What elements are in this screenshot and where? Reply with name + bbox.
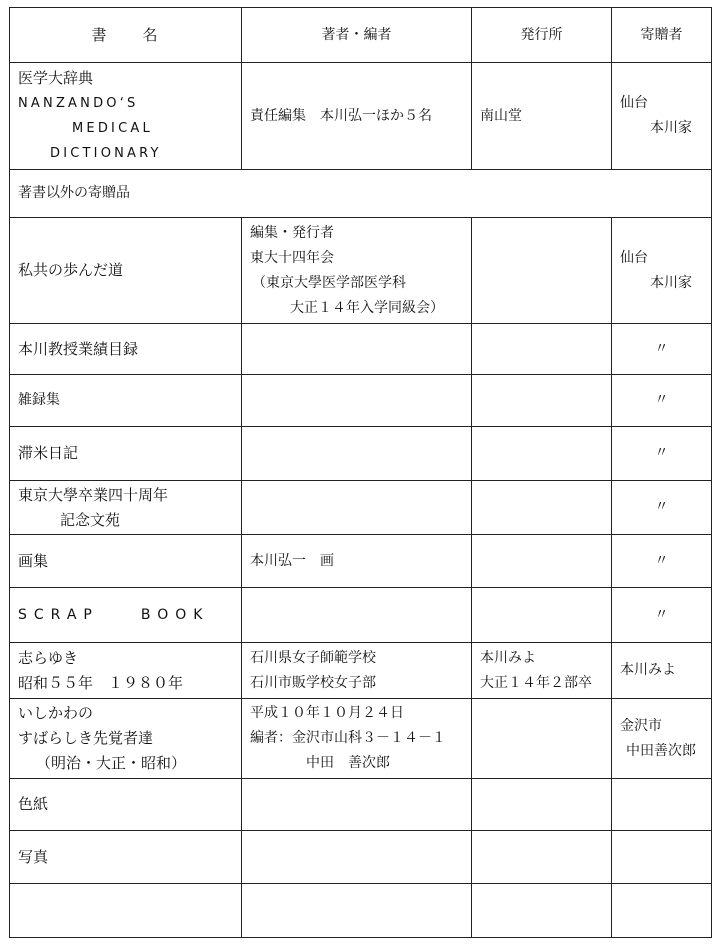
table-row: [10, 324, 712, 375]
author-cell: [242, 643, 472, 699]
publisher-cell: [472, 535, 612, 588]
book-title: 画集: [10, 535, 242, 588]
table-row: [10, 481, 712, 535]
donor-ditto: 〃: [612, 588, 712, 643]
donor-line: 本川家: [650, 274, 692, 291]
table-row: [10, 63, 712, 170]
author-line: 石川県女子師範学校: [250, 649, 376, 666]
publisher-cell: 南山堂: [472, 63, 612, 170]
author-line: 平成１０年１０月２４日: [250, 705, 404, 721]
publisher-line: 本川みよ: [480, 649, 536, 666]
donation-ledger-table: [9, 7, 712, 938]
donor-ditto: 〃: [612, 324, 712, 375]
donor-line: 中田善次郎: [626, 742, 696, 759]
author-cell: [242, 699, 472, 779]
book-title: 雑録集: [10, 375, 242, 427]
book-title: 私共の歩んだ道: [10, 218, 242, 324]
section-row: [10, 170, 712, 218]
publisher-cell: [472, 481, 612, 535]
donor-ditto: 〃: [612, 427, 712, 481]
author-cell: [242, 324, 472, 375]
table-row: [10, 375, 712, 427]
publisher-cell: [472, 884, 612, 938]
author-line: （東京大學医学部医学科: [252, 274, 406, 291]
table-row: [10, 535, 712, 588]
publisher-cell: [472, 643, 612, 699]
publisher-cell: [472, 699, 612, 779]
publisher-cell: [472, 831, 612, 884]
donor-line: 仙台: [620, 95, 648, 111]
title-line: 志らゆき: [18, 648, 79, 667]
author-cell: [242, 884, 472, 938]
author-line: 石川市販学校女子部: [250, 674, 376, 691]
author-cell: 本川弘一 画: [242, 535, 472, 588]
publisher-cell: [472, 324, 612, 375]
donor-cell: [612, 63, 712, 170]
header-publisher: 発行所: [472, 8, 612, 63]
table-row: [10, 699, 712, 779]
table-row: [10, 831, 712, 884]
publisher-cell: [472, 218, 612, 324]
title-line: 東京大學卒業四十周年: [18, 485, 169, 504]
donor-ditto: 〃: [612, 375, 712, 427]
author-line: 中田 善次郎: [306, 755, 390, 771]
header-title: 書 名: [10, 8, 242, 63]
donor-cell: [612, 699, 712, 779]
book-title: SCRAP BOOK: [10, 588, 242, 643]
book-title: [10, 643, 242, 699]
author-cell: [242, 779, 472, 831]
author-cell: [242, 831, 472, 884]
author-line: 大正１４年入学同級会）: [290, 299, 444, 316]
title-line: いしかわの: [18, 704, 94, 722]
publisher-cell: [472, 779, 612, 831]
publisher-cell: [472, 375, 612, 427]
book-title: [10, 481, 242, 535]
author-cell: [242, 427, 472, 481]
header-row: [10, 8, 712, 63]
header-author: 著者・編者: [242, 8, 472, 63]
publisher-line: 大正１４年２部卒: [480, 674, 592, 691]
book-title: [10, 884, 242, 938]
author-cell: [242, 375, 472, 427]
donor-line: 仙台: [620, 249, 648, 266]
title-line: （明治・大正・昭和）: [36, 754, 187, 772]
publisher-cell: [472, 427, 612, 481]
author-cell: [242, 588, 472, 643]
table-row: [10, 884, 712, 938]
book-title: 滞米日記: [10, 427, 242, 481]
author-cell: [242, 218, 472, 324]
table-row: [10, 588, 712, 643]
table-row: [10, 427, 712, 481]
title-line: すばらしき先覚者達: [18, 729, 154, 747]
title-line: NANZANDO‘S: [18, 96, 139, 111]
title-line: 医学大辞典: [18, 69, 94, 87]
donor-line: 金沢市: [620, 717, 662, 734]
book-title: [10, 63, 242, 170]
title-line: 記念文苑: [60, 510, 121, 529]
book-title: 写真: [10, 831, 242, 884]
table-row: [10, 779, 712, 831]
donor-cell: 本川みよ: [612, 643, 712, 699]
author-line: 東大十四年会: [250, 249, 334, 266]
book-title: [10, 699, 242, 779]
donor-line: 本川家: [650, 120, 692, 136]
title-line: DICTIONARY: [50, 146, 162, 161]
book-title: 色紙: [10, 779, 242, 831]
author-line: 編集・発行者: [250, 224, 334, 241]
title-line: 昭和５５年 １９８０年: [18, 673, 184, 692]
publisher-cell: [472, 588, 612, 643]
book-title: 本川教授業績目録: [10, 324, 242, 375]
author-line: 編者：金沢市山科３－１４－１: [250, 730, 446, 746]
title-line: MEDICAL: [72, 121, 153, 136]
donor-ditto: 〃: [612, 535, 712, 588]
table-row: [10, 218, 712, 324]
table-row: [10, 643, 712, 699]
section-label: 著書以外の寄贈品: [10, 170, 712, 218]
donor-cell: [612, 831, 712, 884]
author-cell: [242, 481, 472, 535]
author-cell: 責任編集 本川弘一ほか５名: [242, 63, 472, 170]
donor-cell: [612, 218, 712, 324]
donor-cell: [612, 884, 712, 938]
header-donor: 寄贈者: [612, 8, 712, 63]
donor-ditto: 〃: [612, 481, 712, 535]
donor-cell: [612, 779, 712, 831]
